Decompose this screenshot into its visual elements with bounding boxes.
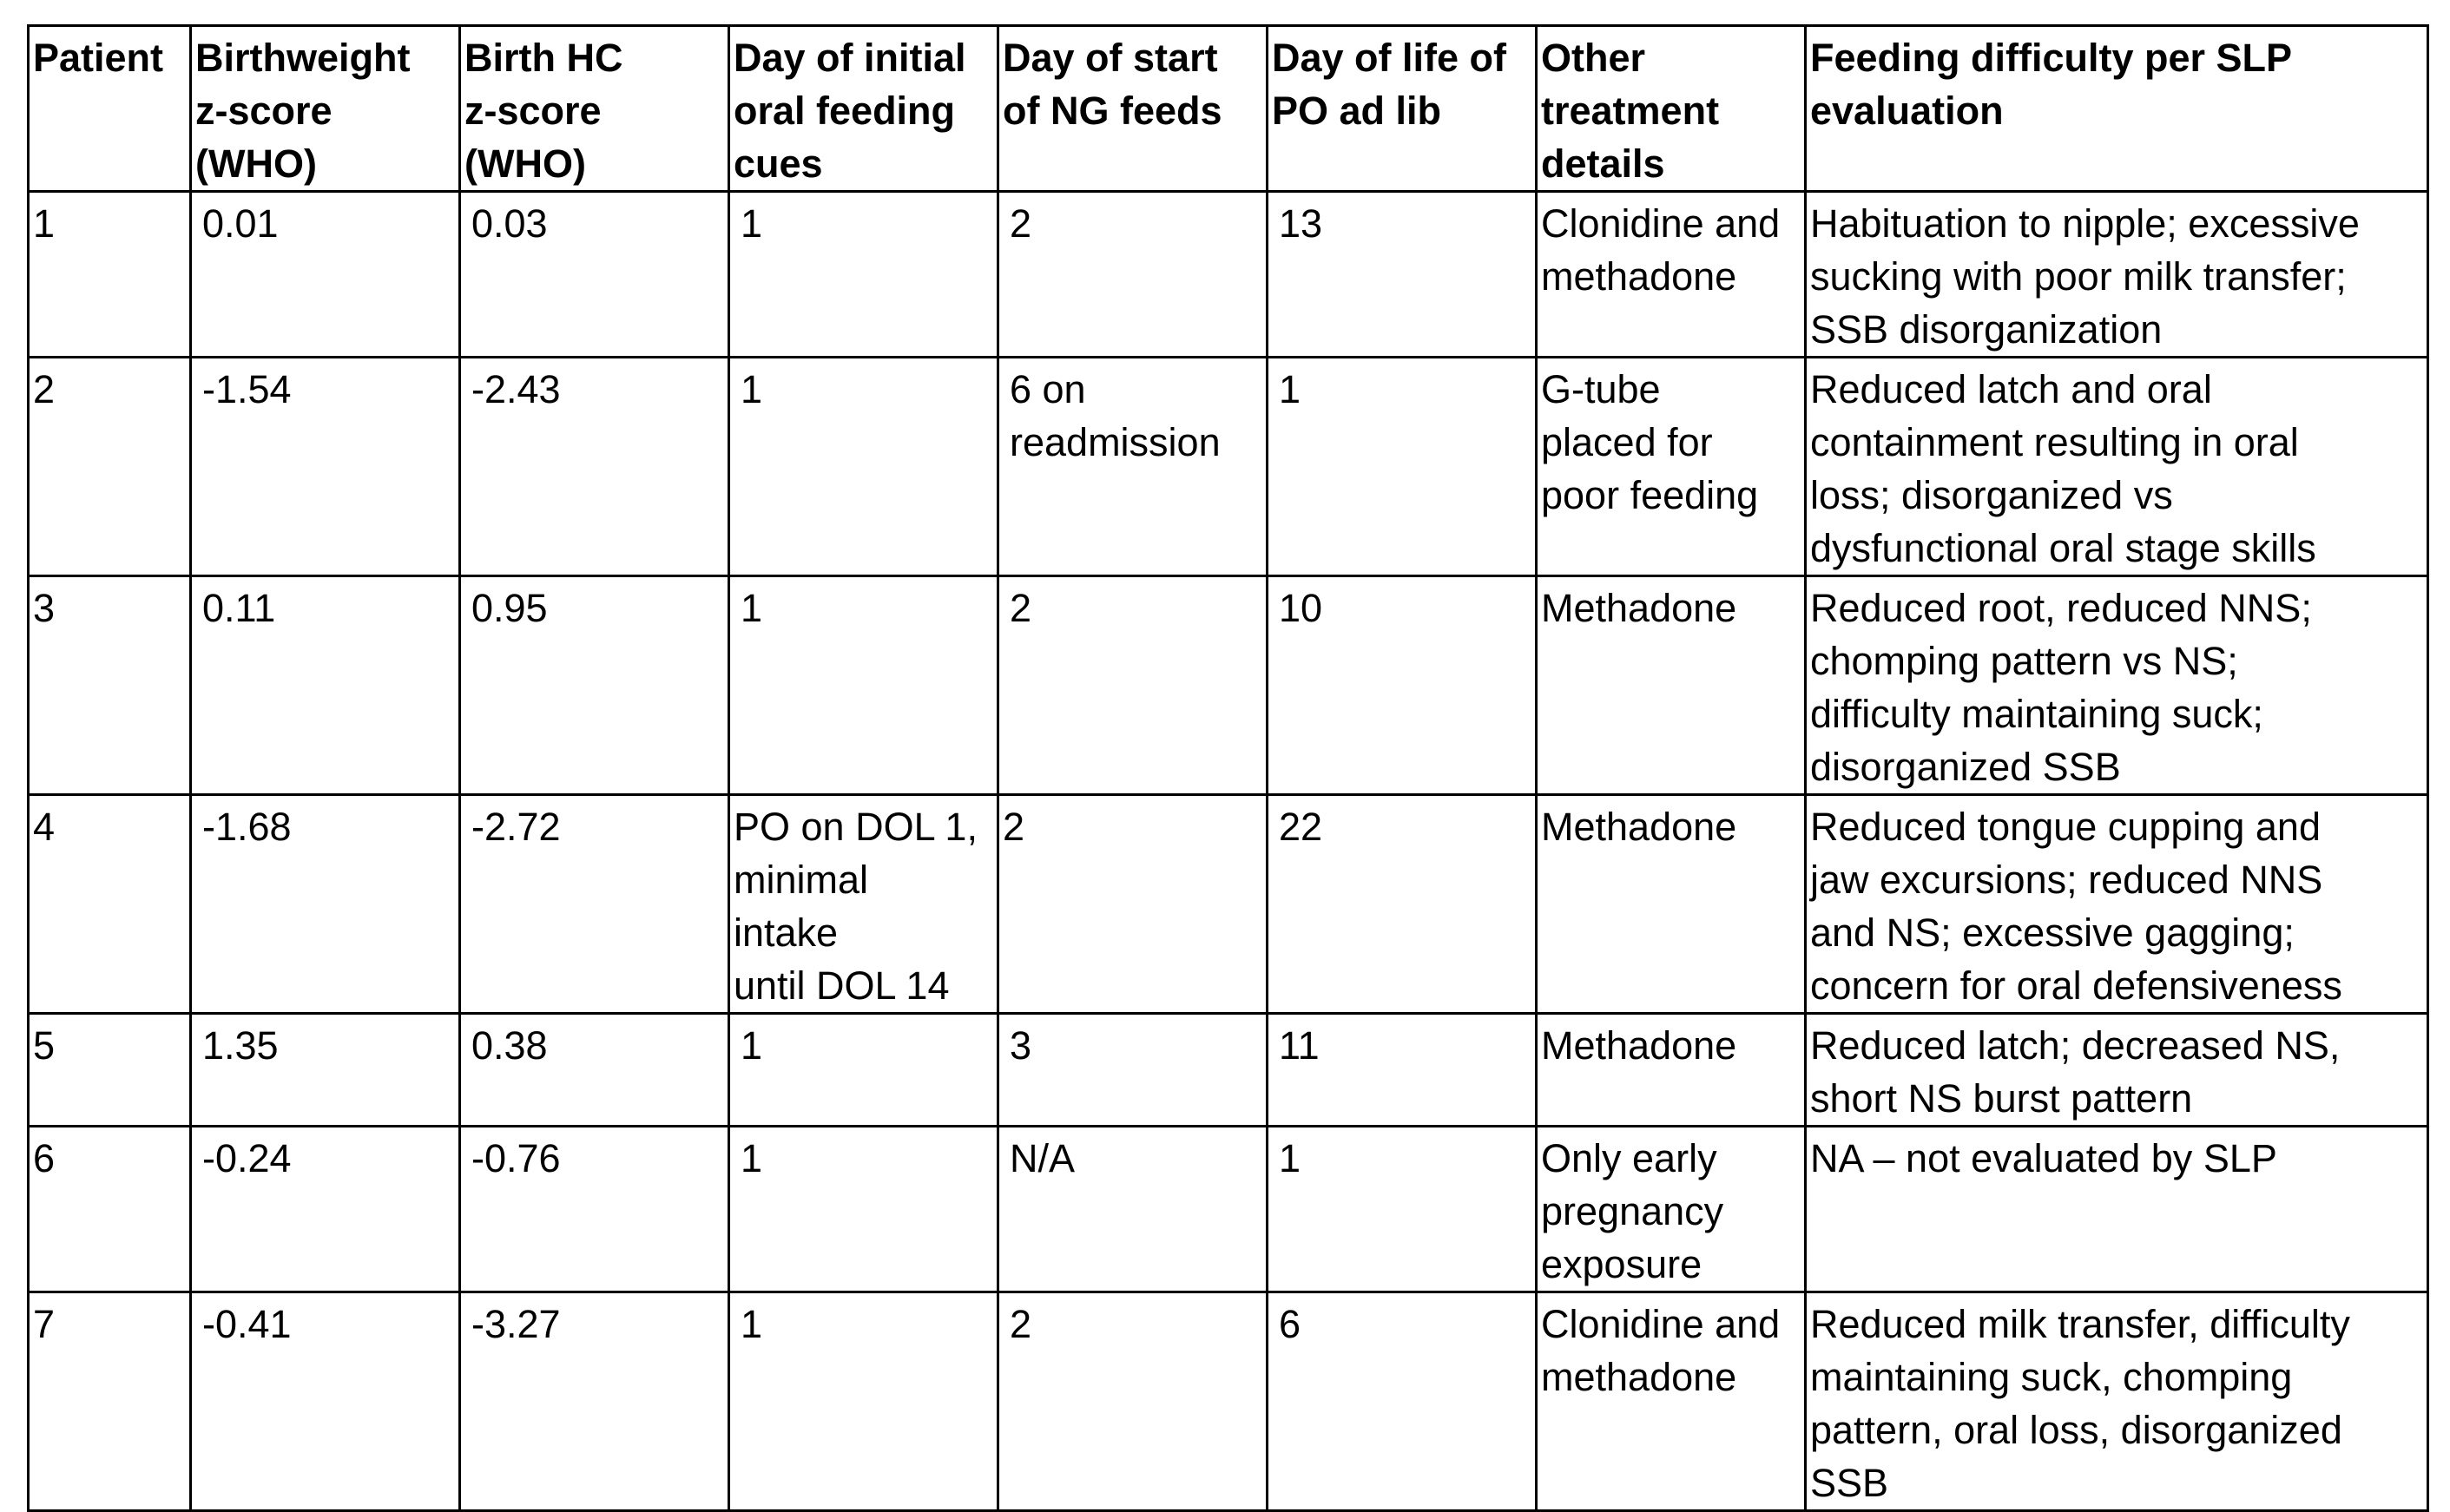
cell-feeding-difficulty: Habituation to nipple; excessive sucking with poor milk transfer; SSB disorganization bbox=[1806, 192, 2428, 358]
cell-other-treatment: Methadone bbox=[1537, 795, 1806, 1014]
cell-dol-po-ad-lib: 1 bbox=[1268, 358, 1537, 576]
cell-dol-po-ad-lib: 1 bbox=[1268, 1127, 1537, 1292]
header-other-treatment-details: Other treatment details bbox=[1537, 26, 1806, 192]
cell-birth-hc-z: -2.43 bbox=[460, 358, 729, 576]
cell-day-start-ng: 3 bbox=[998, 1014, 1268, 1127]
cell-patient: 4 bbox=[29, 795, 191, 1014]
cell-birth-hc-z: 0.95 bbox=[460, 576, 729, 795]
table-row bbox=[29, 795, 2428, 1014]
cell-patient: 6 bbox=[29, 1127, 191, 1292]
cell-feeding-difficulty: Reduced tongue cupping and jaw excursions; reduced NNS and NS; excessive gagging; concern for oral defensiveness bbox=[1806, 795, 2428, 1014]
cell-patient: 7 bbox=[29, 1292, 191, 1511]
table-row bbox=[29, 1292, 2428, 1511]
cell-birthweight-z: -1.54 bbox=[191, 358, 460, 576]
header-birthweight-z-score: Birthweight z-score (WHO) bbox=[191, 26, 460, 192]
header-day-of-life-po-ad-lib: Day of life of PO ad lib bbox=[1268, 26, 1537, 192]
cell-other-treatment: Methadone bbox=[1537, 576, 1806, 795]
cell-feeding-difficulty: Reduced root, reduced NNS; chomping pattern vs NS; difficulty maintaining suck; disorganized SSB bbox=[1806, 576, 2428, 795]
cell-birthweight-z: -0.24 bbox=[191, 1127, 460, 1292]
cell-other-treatment: Methadone bbox=[1537, 1014, 1806, 1127]
cell-day-start-ng: 2 bbox=[998, 795, 1268, 1014]
table-row bbox=[29, 1014, 2428, 1127]
cell-feeding-difficulty: Reduced latch; decreased NS, short NS burst pattern bbox=[1806, 1014, 2428, 1127]
cell-day-initial-oral-cues: 1 bbox=[729, 1292, 998, 1511]
cell-birthweight-z: -1.68 bbox=[191, 795, 460, 1014]
cell-birth-hc-z: -2.72 bbox=[460, 795, 729, 1014]
cell-birth-hc-z: 0.03 bbox=[460, 192, 729, 358]
patient-feeding-table bbox=[27, 24, 2429, 1512]
cell-day-start-ng: 2 bbox=[998, 192, 1268, 358]
cell-birthweight-z: -0.41 bbox=[191, 1292, 460, 1511]
cell-patient: 3 bbox=[29, 576, 191, 795]
cell-feeding-difficulty: NA – not evaluated by SLP bbox=[1806, 1127, 2428, 1292]
cell-dol-po-ad-lib: 22 bbox=[1268, 795, 1537, 1014]
header-feeding-difficulty: Feeding difficulty per SLP evaluation bbox=[1806, 26, 2428, 192]
table-row bbox=[29, 358, 2428, 576]
cell-birth-hc-z: -0.76 bbox=[460, 1127, 729, 1292]
table-row bbox=[29, 1127, 2428, 1292]
header-day-start-ng-feeds: Day of start of NG feeds bbox=[998, 26, 1268, 192]
cell-patient: 5 bbox=[29, 1014, 191, 1127]
cell-patient: 1 bbox=[29, 192, 191, 358]
cell-birthweight-z: 0.01 bbox=[191, 192, 460, 358]
cell-day-initial-oral-cues: 1 bbox=[729, 1127, 998, 1292]
cell-birth-hc-z: 0.38 bbox=[460, 1014, 729, 1127]
cell-day-start-ng: 6 on readmission bbox=[998, 358, 1268, 576]
cell-other-treatment: G-tube placed for poor feeding bbox=[1537, 358, 1806, 576]
cell-day-start-ng: N/A bbox=[998, 1127, 1268, 1292]
header-birth-hc-z-score: Birth HC z-score (WHO) bbox=[460, 26, 729, 192]
cell-day-start-ng: 2 bbox=[998, 1292, 1268, 1511]
cell-other-treatment: Only early pregnancy exposure bbox=[1537, 1127, 1806, 1292]
table-row bbox=[29, 576, 2428, 795]
cell-day-initial-oral-cues: 1 bbox=[729, 1014, 998, 1127]
cell-birthweight-z: 0.11 bbox=[191, 576, 460, 795]
cell-day-initial-oral-cues: 1 bbox=[729, 576, 998, 795]
cell-birth-hc-z: -3.27 bbox=[460, 1292, 729, 1511]
cell-day-initial-oral-cues: 1 bbox=[729, 358, 998, 576]
cell-other-treatment: Clonidine and methadone bbox=[1537, 192, 1806, 358]
cell-day-initial-oral-cues: PO on DOL 1, minimal intake until DOL 14 bbox=[729, 795, 998, 1014]
header-row bbox=[29, 26, 2428, 192]
cell-birthweight-z: 1.35 bbox=[191, 1014, 460, 1127]
table-row bbox=[29, 192, 2428, 358]
cell-feeding-difficulty: Reduced latch and oral containment resulting in oral loss; disorganized vs dysfunctional oral stage skills bbox=[1806, 358, 2428, 576]
cell-dol-po-ad-lib: 11 bbox=[1268, 1014, 1537, 1127]
cell-feeding-difficulty: Reduced milk transfer, difficulty maintaining suck, chomping pattern, oral loss, disorganized SSB bbox=[1806, 1292, 2428, 1511]
cell-patient: 2 bbox=[29, 358, 191, 576]
cell-other-treatment: Clonidine and methadone bbox=[1537, 1292, 1806, 1511]
header-day-initial-oral-feeding-cues: Day of initial oral feeding cues bbox=[729, 26, 998, 192]
header-patient: Patient bbox=[29, 26, 191, 192]
cell-dol-po-ad-lib: 10 bbox=[1268, 576, 1537, 795]
cell-day-initial-oral-cues: 1 bbox=[729, 192, 998, 358]
cell-dol-po-ad-lib: 6 bbox=[1268, 1292, 1537, 1511]
cell-dol-po-ad-lib: 13 bbox=[1268, 192, 1537, 358]
cell-day-start-ng: 2 bbox=[998, 576, 1268, 795]
